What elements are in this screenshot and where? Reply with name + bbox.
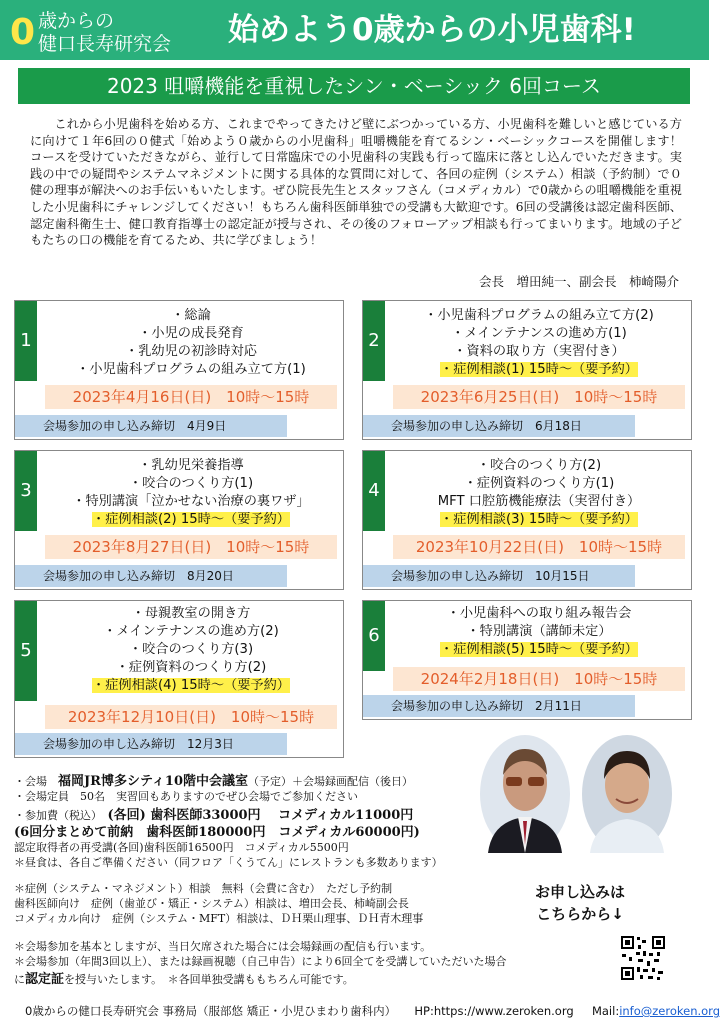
session-card-5 [14,600,344,758]
homepage-link[interactable]: https://www.zeroken.org [433,1004,574,1018]
topic-item: ・資料の取り方（実習付き） [453,344,625,359]
session-card-1 [14,300,344,440]
footer: 0歳からの健口長寿研究会 事務局（服部悠 矯正・小児ひまわり歯科内） HP:https://www.zeroken.org Mail:info@zeroken.org [25,1004,720,1018]
intro-paragraph: これから小児歯科を始める方、これまでやってきたけど壁にぶつかっている方、小児歯科を難しいと感じている方に向けて１年6回の０健式「始めよう０歳からの小児歯科」咀嚼機能を育てるシン・ベーシックコースを開催します！コースを受けていただきながら、並行して日常臨床での小児歯科の実践も行って臨床に落とし込んでいただきます。実践の中での疑問やシステムマネジメントに関する具体的な質問に対して、各回の症例（システム）相談（予約制）で０健の理事が解決へのお手伝いもいたします。ぜひ院長先生とスタッフさん（コメディカル）で0歳からの咀嚼機能を重視した小児歯科にチャレンジしてください！もちろん歯科医師単独での受講も大歓迎です。6回の受講後は認定歯科医師、認定歯科衛生士、健口教育指導士の認定証が授与され、その後のフォローアップ相談も行ってまいります。地域の子どもたちの口の機能を育てるため、共に学びましょう！ [30,117,682,248]
session-date: 2023年8月27日(日) 10時〜15時 [45,535,337,559]
session-number: 6 [363,601,385,671]
consult-comedical: コメディカル向け 症例（システム・MFT）相談は、ＤＨ栗山理事、ＤＨ青木理事 [14,912,424,925]
session-topics [393,605,685,659]
consult-highlight: ・症例相談(3) 15時〜（要予約） [440,512,638,527]
course-subtitle: 2023 咀嚼機能を重視したシン・ベーシック 6回コース [18,68,690,104]
consult-note: ＊症例（システム・マネジメント）相談 無料（会費に含む） ただし予約制 [14,882,393,895]
session-date: 2023年6月25日(日) 10時〜15時 [393,385,685,409]
topic-item: ・症例資料のつくり方(1) [463,476,615,491]
session-deadline: 会場参加の申し込み締切 6月18日 [363,415,635,437]
venue-name: 福岡JR博多シティ10階中会議室 [58,774,249,789]
topic-item: ・咬合のつくり方(1) [128,476,254,491]
consult-dentist: 歯科医師向け 症例（歯並び・矯正・システム）相談は、増田会長、柿崎副会長 [14,897,409,910]
session-topics [393,457,685,529]
org-name-line1: 歳からの [38,10,115,32]
vice-president-photo [582,735,672,853]
capacity-line: ・会場定員 50名 実習回もありますのでぜひ会場でご参加ください [14,790,358,803]
session-number: 4 [363,451,385,531]
session-number: 1 [15,301,37,381]
session-card-4 [362,450,692,590]
page-title: 始めよう0歳からの小児歯科! [228,12,636,48]
session-card-6 [362,600,692,720]
session-number: 3 [15,451,37,531]
topic-item: ・小児歯科プログラムの組み立て方(1) [76,362,306,377]
org-name-line2: 健口長寿研究会 [38,33,172,55]
consult-highlight: ・症例相談(1) 15時〜（要予約） [440,362,638,377]
signature: 会長 増田純一、副会長 柿崎陽介 [478,274,679,289]
topic-item: ・咬合のつくり方(3) [128,642,254,657]
consult-highlight: ・症例相談(2) 15時〜（要予約） [92,512,290,527]
org-logo [10,7,220,55]
topic-item: ・小児歯科への取り組み報告会 [446,606,632,621]
fee-review-line: 認定取得者の再受講(各回)歯科医師16500円 コメディカル5500円 [14,841,349,854]
topic-item: ・小児歯科プログラムの組み立て方(2) [424,308,654,323]
footer-org: 0歳からの健口長寿研究会 事務局（服部悠 矯正・小児ひまわり歯科内） [25,1004,397,1018]
topic-item: ・特別講演（講師未定） [466,624,612,639]
session-number: 5 [15,601,37,701]
qr-code[interactable] [620,935,666,981]
certificate-note: ＊会場参加（年間3回以上）、または録画視聴（自己申告）により6回全てを受講していただいた場合 [14,955,507,968]
topic-item: ・総論 [171,308,211,323]
fee-bulk-line: (6回分まとめて前納 歯科医師180000円 コメディカル60000円) [14,825,420,840]
attendance-note: ＊会場参加を基本としますが、当日欠席された場合には会場録画の配信も行います。 [14,940,432,953]
org-logo-zero: 0 [10,12,36,53]
email-link[interactable]: info@zeroken.org [619,1004,720,1018]
session-deadline: 会場参加の申し込み締切 12月3日 [15,733,287,755]
session-deadline: 会場参加の申し込み締切 2月11日 [363,695,635,717]
venue-line: ・会場 福岡JR博多シティ10階中会議室（予定）＋会場録画配信（後日） [14,774,414,789]
topic-item: ・特別講演「泣かせない治療の裏ワザ」 [72,494,310,509]
lunch-note: ＊昼食は、各自ご準備ください（同フロア「くうてん」にレストランも多数あります） [14,856,443,869]
topic-item: MFT 口腔筋機能療法（実習付き） [437,494,641,509]
certificate-note-2: に認定証を授与いたします。 ＊各回単独受講ももちろん可能です。 [14,972,354,987]
topic-item: ・メインテナンスの進め方(2) [103,624,279,639]
topic-item: ・メインテナンスの進め方(1) [451,326,627,341]
session-topics [45,457,337,529]
topic-item: ・症例資料のつくり方(2) [115,660,267,675]
topic-item: ・乳幼児の初診時対応 [125,344,257,359]
session-topics [393,307,685,379]
consult-highlight: ・症例相談(5) 15時〜（要予約） [440,642,638,657]
topic-item: ・母親教室の開き方 [131,606,251,621]
apply-callout: お申し込みは こちらから↓ [534,883,625,923]
fee-line: ・参加費（税込） (各回) 歯科医師33000円 コメディカル11000円 [14,808,414,823]
session-number: 2 [363,301,385,381]
session-date: 2023年4月16日(日) 10時〜15時 [45,385,337,409]
president-photo [480,735,570,853]
topic-item: ・小児の成長発育 [138,326,244,341]
session-deadline: 会場参加の申し込み締切 4月9日 [15,415,287,437]
session-topics [45,605,337,695]
topic-item: ・咬合のつくり方(2) [476,458,602,473]
session-card-3 [14,450,344,590]
consult-highlight: ・症例相談(4) 15時〜（要予約） [92,678,290,693]
session-deadline: 会場参加の申し込み締切 8月20日 [15,565,287,587]
topic-item: ・乳幼児栄養指導 [138,458,244,473]
session-card-2 [362,300,692,440]
session-date: 2024年2月18日(日) 10時〜15時 [393,667,685,691]
session-date: 2023年10月22日(日) 10時〜15時 [393,535,685,559]
session-topics [45,307,337,379]
session-deadline: 会場参加の申し込み締切 10月15日 [363,565,635,587]
session-date: 2023年12月10日(日) 10時〜15時 [45,705,337,729]
header-bar [0,0,709,60]
